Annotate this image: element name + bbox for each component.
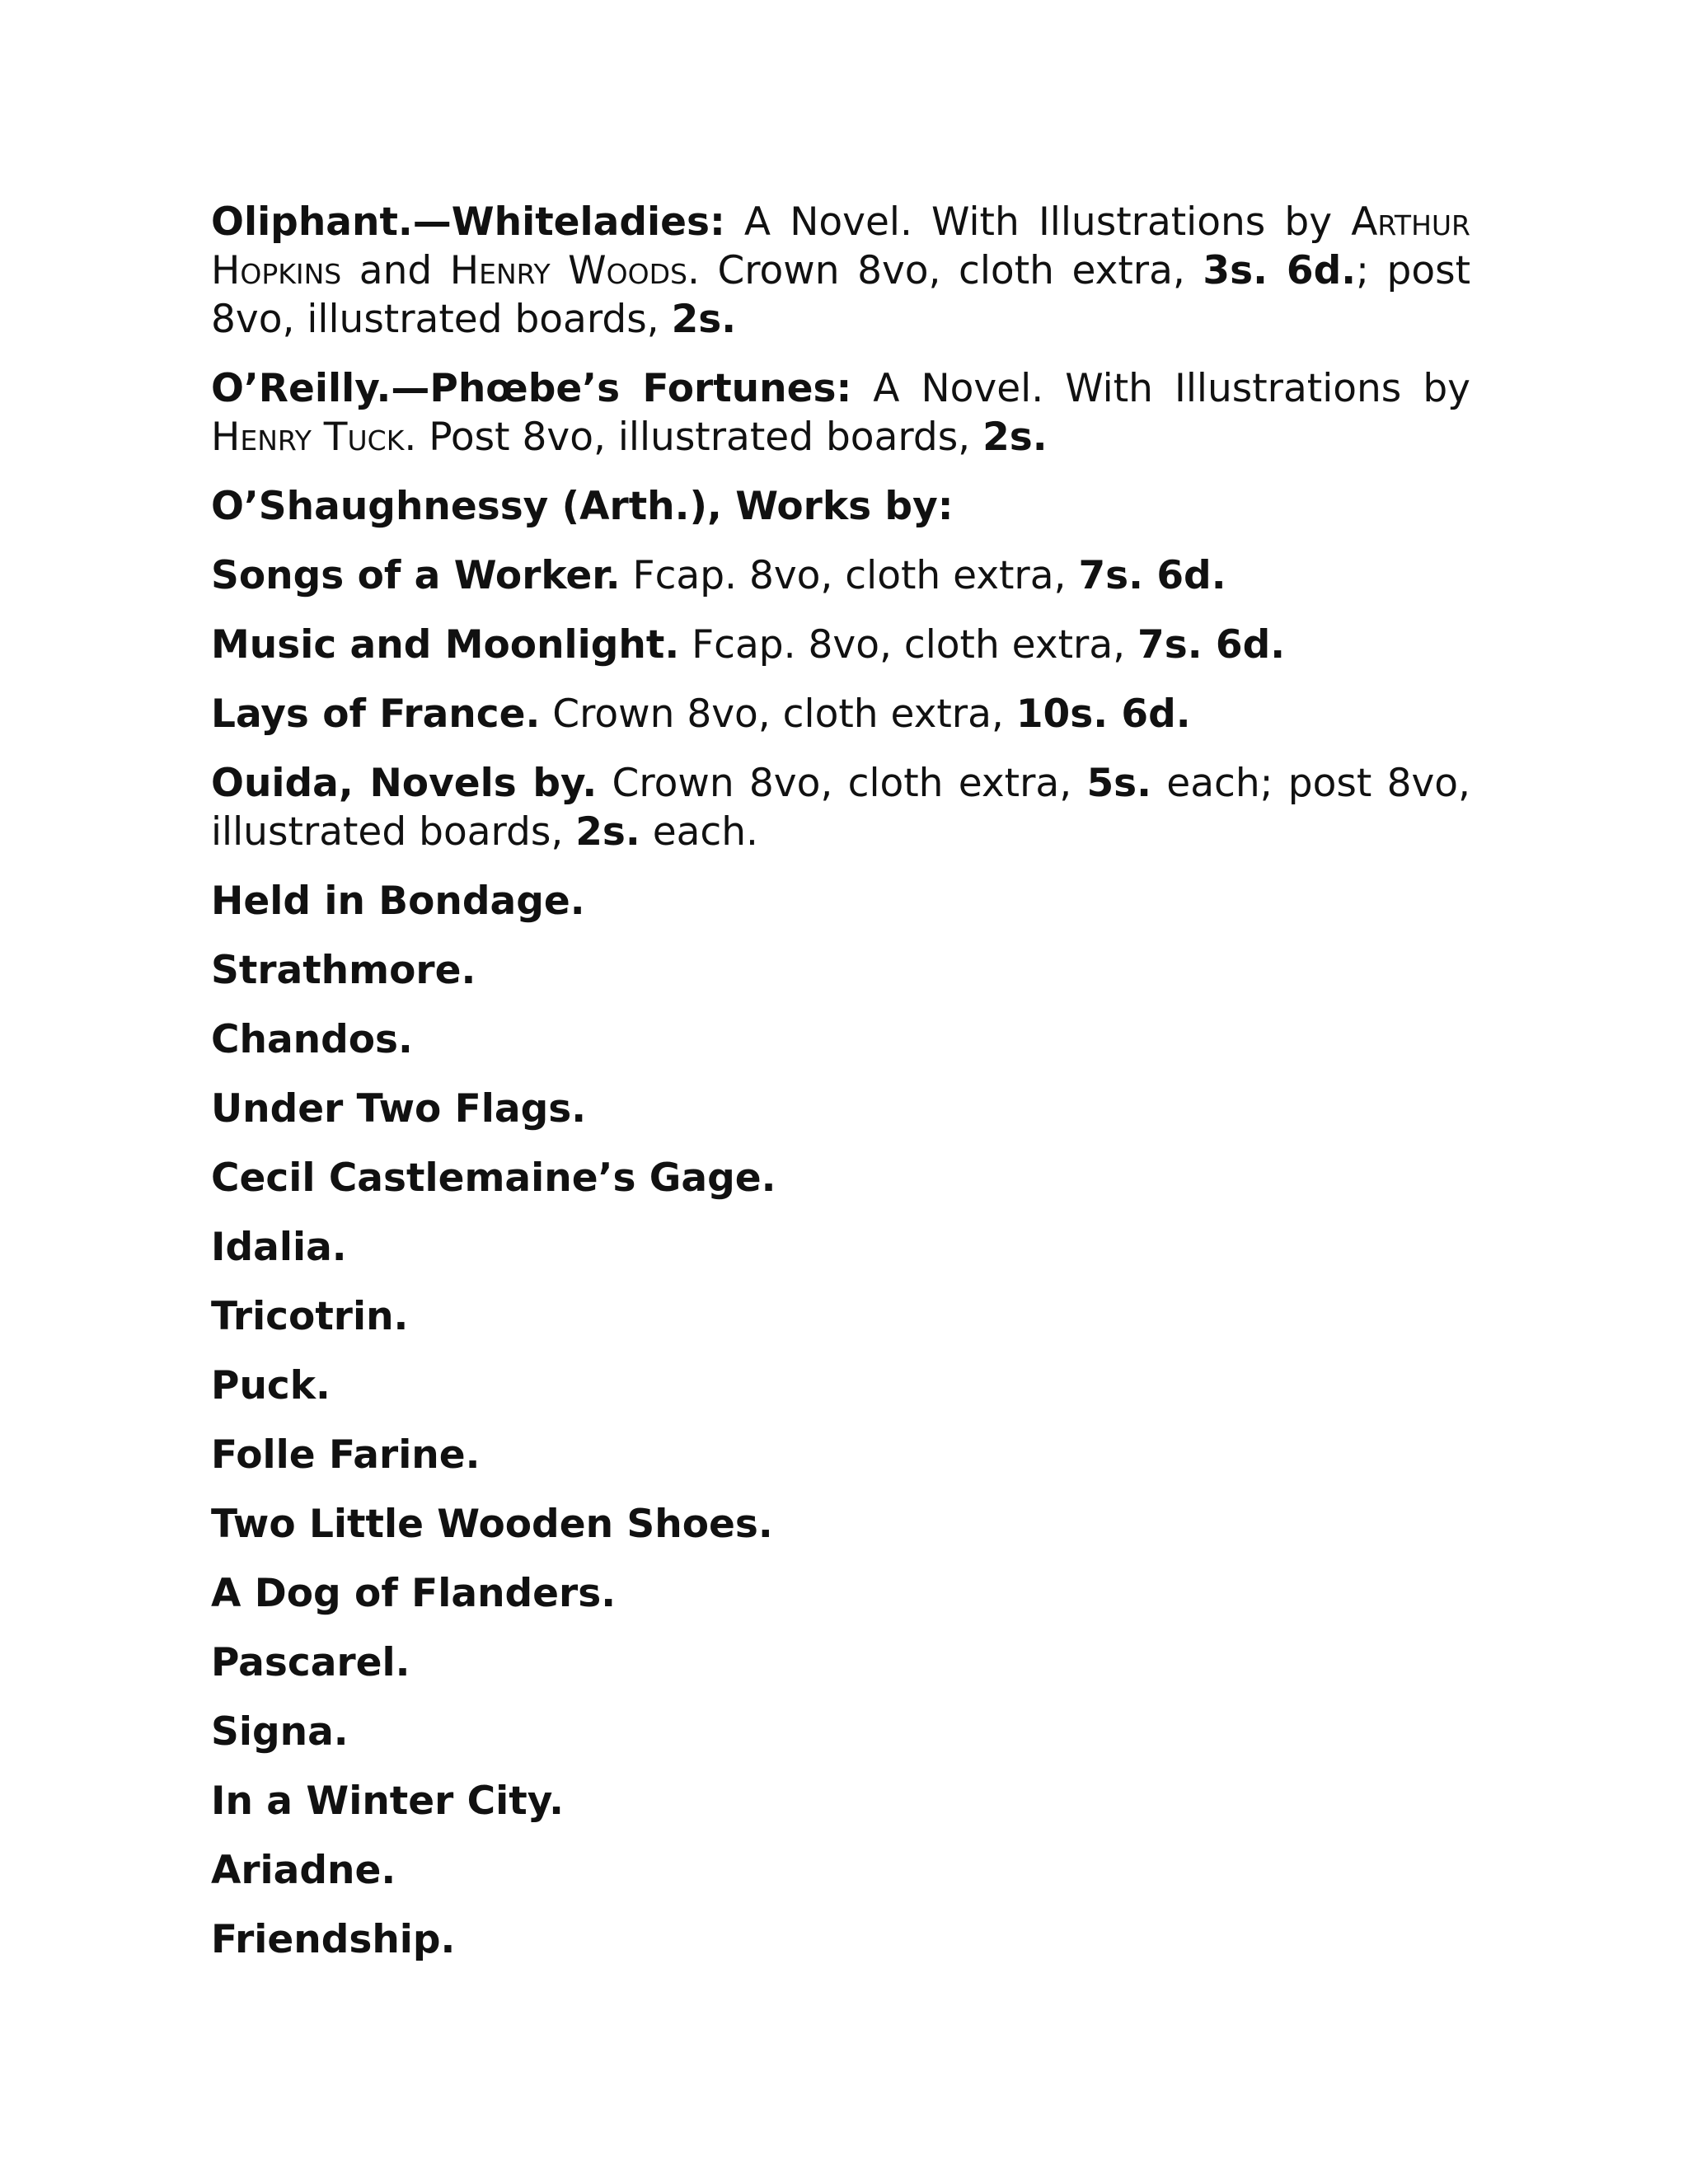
novel-title: Folle Farine. bbox=[211, 1432, 481, 1478]
price: 7s. 6d. bbox=[1137, 622, 1286, 668]
entry-text: Crown 8vo, cloth extra, bbox=[540, 691, 1016, 737]
illustrator-name: Henry Tuck bbox=[211, 415, 405, 460]
novel-title: Pascarel. bbox=[211, 1640, 410, 1685]
entry-heading: Lays of France. bbox=[211, 691, 541, 737]
entry-text: A Novel. With Illustrations by bbox=[851, 366, 1470, 411]
novel-title: Strathmore. bbox=[211, 948, 476, 993]
price: 3s. 6d. bbox=[1203, 248, 1357, 293]
novel-title: Held in Bondage. bbox=[211, 879, 585, 924]
novel-title: Idalia. bbox=[211, 1225, 347, 1270]
illustrator-name: Arthur Hopkins bbox=[211, 199, 1470, 293]
novel-title: Puck. bbox=[211, 1363, 331, 1408]
price: 7s. 6d. bbox=[1078, 553, 1226, 598]
entry-text: . Crown 8vo, cloth extra, bbox=[687, 248, 1203, 293]
illustrator-name: Henry Woods bbox=[449, 248, 687, 293]
entry-text: A Novel. With Illustrations by bbox=[724, 199, 1352, 245]
entry-music bbox=[211, 621, 1470, 669]
novel-title: Friendship. bbox=[211, 1917, 456, 1962]
entry-text: Fcap. 8vo, cloth extra, bbox=[620, 553, 1079, 598]
entry-heading: O’Shaughnessy (Arth.), Works by: bbox=[211, 484, 954, 529]
entry-text: each; post 8vo, illustrated boards, bbox=[211, 761, 1470, 855]
price: 2s. bbox=[982, 415, 1048, 460]
entry-oliphant bbox=[211, 198, 1470, 344]
price: 2s. bbox=[575, 809, 640, 855]
novel-title: In a Winter City. bbox=[211, 1779, 564, 1824]
novel-title: Signa. bbox=[211, 1709, 349, 1755]
novel-title: Ariadne. bbox=[211, 1848, 396, 1893]
entry-heading: O’Reilly.—Phœbe’s Fortunes: bbox=[211, 366, 852, 411]
entry-text: Fcap. 8vo, cloth extra, bbox=[679, 622, 1138, 668]
novel-title: Tricotrin. bbox=[211, 1294, 409, 1339]
catalogue-page bbox=[211, 198, 1470, 1985]
entry-oreilly bbox=[211, 364, 1470, 462]
entry-heading: Songs of a Worker. bbox=[211, 553, 621, 598]
entry-text: ; post 8vo, illustrated boards, bbox=[211, 248, 1470, 342]
entry-text: Crown 8vo, cloth extra, bbox=[597, 761, 1087, 806]
entry-oshaughnessy bbox=[211, 482, 1470, 531]
entry-ouida bbox=[211, 759, 1470, 856]
entry-text: . Post 8vo, illustrated boards, bbox=[404, 415, 983, 460]
entry-lays bbox=[211, 690, 1470, 738]
novel-title: Chandos. bbox=[211, 1017, 413, 1062]
entry-heading: Ouida, Novels by. bbox=[211, 761, 598, 806]
entry-heading: Music and Moonlight. bbox=[211, 622, 680, 668]
novel-title: A Dog of Flanders. bbox=[211, 1571, 617, 1616]
price: 2s. bbox=[671, 297, 737, 342]
entry-text: each. bbox=[640, 809, 758, 855]
entry-text: and bbox=[341, 248, 450, 293]
price: 10s. 6d. bbox=[1015, 691, 1191, 737]
price: 5s. bbox=[1086, 761, 1152, 806]
novel-title: Two Little Wooden Shoes. bbox=[211, 1502, 773, 1547]
entry-heading: Oliphant.—Whiteladies: bbox=[211, 199, 725, 245]
novel-title: Cecil Castlemaine’s Gage. bbox=[211, 1155, 776, 1201]
entry-songs bbox=[211, 551, 1470, 600]
novel-title: Under Two Flags. bbox=[211, 1086, 587, 1132]
